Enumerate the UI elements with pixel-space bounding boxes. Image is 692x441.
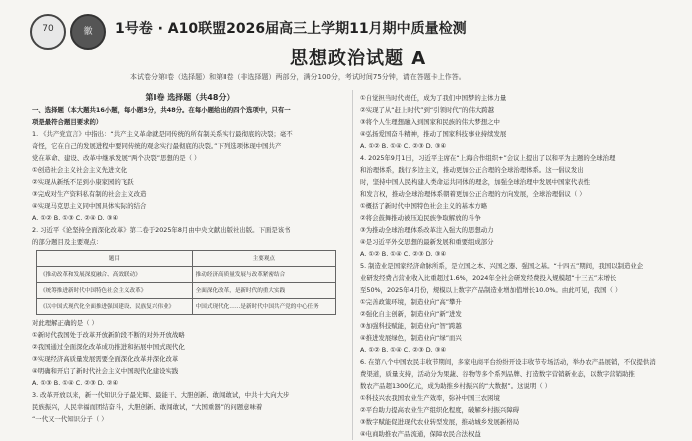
text-line: ③数字赋能促进现代农业转型发展，推动城乡发展新格局 [360, 418, 520, 426]
table-cell: 中国式现代化……是新时代中国共产党的中心任务 [192, 299, 335, 315]
table-row [37, 267, 336, 283]
table-header-cell: 题目 [37, 251, 193, 267]
section-title: 第Ⅰ卷 选择题（共48分） [145, 93, 235, 102]
emblem-icon: 徽 [70, 14, 106, 50]
text-line: ①新时代我国处于改革开放新阶段不断的对外开放战略 [32, 331, 185, 339]
text-line: ③为推动全球治理体系改革注入强大的思想动力 [360, 226, 494, 234]
book-table [36, 250, 336, 315]
text-line: 3. 改革开放以来，新一代知识分子最光辉、最能干、大胆创新、敢闯敢试，中共十大向大步 [32, 391, 290, 399]
table-cell: 《统筹推进新时代中国特色社会主义改革》 [37, 283, 193, 299]
text-line: ①概括了新时代中国特色社会主义的基本方略 [360, 202, 488, 210]
text-line: 的部分题目及主要观点： [32, 238, 103, 246]
text-line: 2. 习近平《论坚持全面深化改革》第二卷于2025年8月由中央文献出版社出版。下面是该书 [32, 226, 291, 234]
text-line: A. ①③ B. ①④ C. ②③ D. ②④ [32, 379, 119, 387]
school-seal-icon: 70 [30, 14, 66, 50]
column-divider [352, 90, 353, 440]
table-cell: 《以中国式现代化全面推进强国建设、民族复兴伟业》 [37, 299, 193, 315]
text-line: 一、选择题（本大题共16小题，每小题3分，共48分。在每小题给出的四个选项中，只有一 [32, 106, 291, 114]
text-line: 党在革命、建设、改革中继承发展“两个决裂”思想的是（ ） [32, 154, 201, 162]
table-cell: 《推动改革和发展深度融合、高效联动》 [37, 267, 193, 283]
text-line: ②强化自主创新，制造业向“新”进发 [360, 310, 462, 318]
exam-subtitle: 思想政治试题 A [290, 48, 427, 69]
text-line: ④是习近平外交思想的最新发展和重要组成部分 [360, 238, 494, 246]
exam-title: 1号卷 · A10联盟2026届高三上学期11月期中质量检测 [115, 21, 467, 37]
text-line: ④实现马克思主义同中国具体实际的结合 [32, 202, 147, 210]
text-line: ①创造社会主义社会主义先进文化 [32, 166, 128, 174]
text-line: ④电商助推农产品流通，保障农民合法权益 [360, 430, 481, 438]
text-line: ③加强科技赋能，制造业向“智”跨越 [360, 322, 462, 330]
text-line: ②平台助力提高农业生产组织化程度，破解乡村振兴障碍 [360, 406, 520, 414]
text-line: ①科技兴农我国农业生产效率，弥补中国三农困境 [360, 394, 500, 402]
text-line: ④推进发展绿色，制造业向“绿”而兴 [360, 334, 462, 342]
text-line: 至50%，2025年4月份，规模以上数字产品制造业增加值增长10.0%。由此可见，我国（ ） [360, 286, 622, 294]
left-column [32, 92, 348, 425]
text-line: 业研发经费占营业收入比重超过1.6%，2024年全社会研发经费投入规模超“十三五”末增长 [360, 274, 617, 282]
text-line: 对此理解正确的是（ ） [32, 319, 98, 327]
exam-note: 本试卷分第Ⅰ卷（选择题）和第Ⅱ卷（非选择题）两部分，满分100分，考试时间75分钟，请在答题卡上作答。 [130, 73, 466, 81]
text-line: ④明确和开启了新时代社会主义中国现代化建设实践 [32, 367, 179, 375]
text-line: A. ①② B. ①③ C. ②④ D. ③④ [32, 214, 119, 222]
text-line: ②实现从新纸不足到小康家园的飞跃 [32, 178, 134, 186]
text-line: 4. 2025年9月1日，习近平主席在“上海合作组织+”会议上提出了以和平为主题的全球治理 [360, 154, 616, 162]
text-line: 奇怪，它在自己的发展进程中要同传统的观念实行最彻底的决裂。”下列选项体现中国共产 [32, 142, 282, 150]
table-header-cell: 主要观点 [192, 251, 335, 267]
table-row [37, 299, 336, 315]
text-line: 时，坚持中国人民构建人类命运共同体的理念，加强全球治理中发展中国家代表性 [360, 178, 591, 186]
text-line: A. ①② B. ①④ C. ②③ D. ③④ [360, 346, 447, 354]
text-line: “一代又一代知识分子（ ） [32, 415, 108, 423]
table-row [37, 283, 336, 299]
table-cell: 推动经济高质量发展与改革紧密结合 [192, 267, 335, 283]
text-line: ②我国通过全面深化改革成功推进和拓展中国式现代化 [32, 343, 185, 351]
text-line: ②将会鼓舞推动被压迫民族争取解放的斗争 [360, 214, 481, 222]
text-line: ①自觉担当时代责任，成为了我们中国梦的主体力量 [360, 94, 507, 102]
text-line: 和发言权，推动全球治理体系朝着更加公正合理的方向发展，全球治理倡议（ ） [360, 190, 586, 198]
text-line: ③实现经济高质量发展需要全面深化改革并深化改革 [32, 355, 179, 363]
text-line: 项是最符合题目要求的） [32, 118, 103, 126]
text-line: 5. 制造业是国家经济命脉所系，是立国之本、兴国之器、强国之基。“十四五”期间，我国以制造业企 [360, 262, 644, 270]
text-line: ①完善政策环境，制造业向“高”攀升 [360, 298, 462, 306]
text-line: ②实现了从“赶上时代”到“引领时代”的伟大跨越 [360, 106, 495, 114]
text-line: ③将个人生理想融入到国家和民族的伟大梦想之中 [360, 118, 500, 126]
text-line: A. ①② B. ①④ C. ②③ D. ③④ [360, 250, 447, 258]
text-line: ③完成对生产资料私有制的社会主义改造 [32, 190, 147, 198]
text-line: ④弘扬爱国奋斗精神，推动了国家科技事业持续发展 [360, 130, 507, 138]
text-line: 1. 《共产党宣言》中指出：“共产主义革命就是同传统的所有制关系实行最彻底的决裂；毫不 [32, 130, 293, 138]
right-column [360, 92, 672, 440]
table-row [37, 251, 336, 267]
text-line: A. ①② B. ①④ C. ②③ D. ③④ [360, 142, 447, 150]
text-line: 民族振兴，人民幸福而团结奋斗，大胆创新、敢闯敢试，“大国重器”的问题意味着 [32, 403, 263, 411]
text-line: 数农产品超1300亿元，成为助推乡村振兴的“大数据”。这说明（ ） [360, 382, 552, 390]
text-line: 和治理体系，践行多边主义，推动更加公正合理的全球治理体系。这一倡议发出 [360, 166, 584, 174]
text-line: 费渠道，质量支持，活动分为果蔬、谷物等多个系列品牌、打造数字营销新业态，以数字营销助推 [360, 370, 635, 378]
table-cell: 全面深化改革，是新时代的重大实践 [192, 283, 335, 299]
text-line: 6. 在第八个中国农民丰收节期间，多家电商平台纷纷开设丰收节专场活动，举办农产品展销，不仅提供消 [360, 358, 656, 366]
